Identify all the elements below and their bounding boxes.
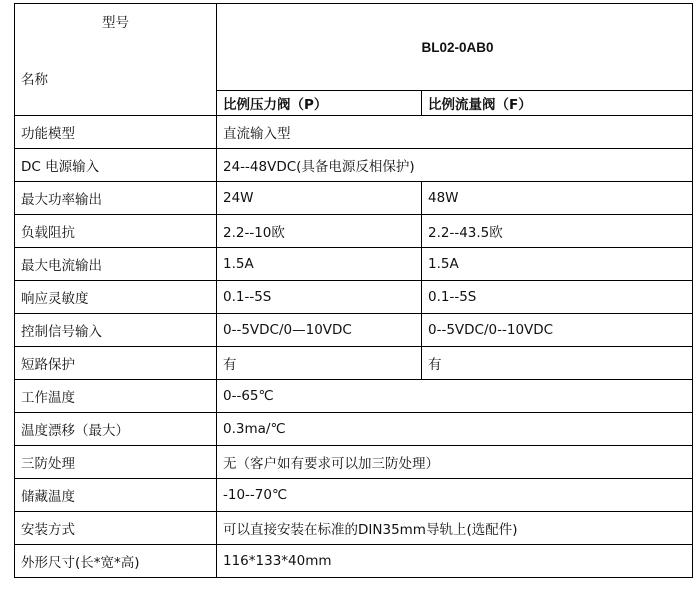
row-label: 外形尺寸(长*宽*高) bbox=[15, 545, 217, 578]
table-row-header bbox=[15, 4, 693, 91]
name-label: 名称 bbox=[21, 72, 48, 88]
model-label: 型号 bbox=[102, 15, 129, 31]
row-value: 直流输入型 bbox=[217, 116, 693, 149]
row-label: 控制信号输入 bbox=[15, 314, 217, 347]
table-row bbox=[15, 512, 693, 545]
row-label: 最大电流输出 bbox=[15, 248, 217, 281]
row-value: 116*133*40mm bbox=[217, 545, 693, 578]
row-value-flow: 0.1--5S bbox=[422, 281, 693, 314]
row-label: 负载阻抗 bbox=[15, 215, 217, 248]
table-row bbox=[15, 446, 693, 479]
row-label: 温度漂移（最大） bbox=[15, 413, 217, 446]
row-label: 最大功率输出 bbox=[15, 182, 217, 215]
row-value-flow: 1.5A bbox=[422, 248, 693, 281]
row-label: 响应灵敏度 bbox=[15, 281, 217, 314]
table-row bbox=[15, 116, 693, 149]
proportional-pressure-valve-header: 比例压力阀（P） bbox=[217, 91, 422, 116]
row-value-pressure: 0--5VDC/0—10VDC bbox=[217, 314, 422, 347]
table-row bbox=[15, 314, 693, 347]
row-label: DC 电源输入 bbox=[15, 149, 217, 182]
table-row bbox=[15, 149, 693, 182]
row-value-pressure: 有 bbox=[217, 347, 422, 380]
row-value: 24--48VDC(具备电源反相保护) bbox=[217, 149, 693, 182]
row-value: 无（客户如有要求可以加三防处理） bbox=[217, 446, 693, 479]
table-row bbox=[15, 380, 693, 413]
row-value-pressure: 24W bbox=[217, 182, 422, 215]
table-row bbox=[15, 182, 693, 215]
table-row bbox=[15, 215, 693, 248]
table-row bbox=[15, 545, 693, 578]
table-row bbox=[15, 281, 693, 314]
model-name-cell bbox=[15, 4, 217, 116]
row-value-flow: 0--5VDC/0--10VDC bbox=[422, 314, 693, 347]
table-row bbox=[15, 479, 693, 512]
row-label: 工作温度 bbox=[15, 380, 217, 413]
table-row bbox=[15, 347, 693, 380]
table-row bbox=[15, 413, 693, 446]
row-label: 功能模型 bbox=[15, 116, 217, 149]
row-label: 储藏温度 bbox=[15, 479, 217, 512]
row-value: 0.3ma/℃ bbox=[217, 413, 693, 446]
row-value-pressure: 0.1--5S bbox=[217, 281, 422, 314]
table-row bbox=[15, 248, 693, 281]
row-label: 短路保护 bbox=[15, 347, 217, 380]
model-value: BL02-0AB0 bbox=[217, 4, 693, 91]
row-value-flow: 2.2--43.5欧 bbox=[422, 215, 693, 248]
proportional-flow-valve-header: 比例流量阀（F） bbox=[422, 91, 693, 116]
row-value-flow: 有 bbox=[422, 347, 693, 380]
spec-table bbox=[14, 3, 693, 578]
row-value-pressure: 2.2--10欧 bbox=[217, 215, 422, 248]
row-value-pressure: 1.5A bbox=[217, 248, 422, 281]
row-value-flow: 48W bbox=[422, 182, 693, 215]
row-value: 0--65℃ bbox=[217, 380, 693, 413]
row-value: 可以直接安装在标准的DIN35mm导轨上(选配件) bbox=[217, 512, 693, 545]
row-label: 三防处理 bbox=[15, 446, 217, 479]
row-label: 安装方式 bbox=[15, 512, 217, 545]
row-value: -10--70℃ bbox=[217, 479, 693, 512]
